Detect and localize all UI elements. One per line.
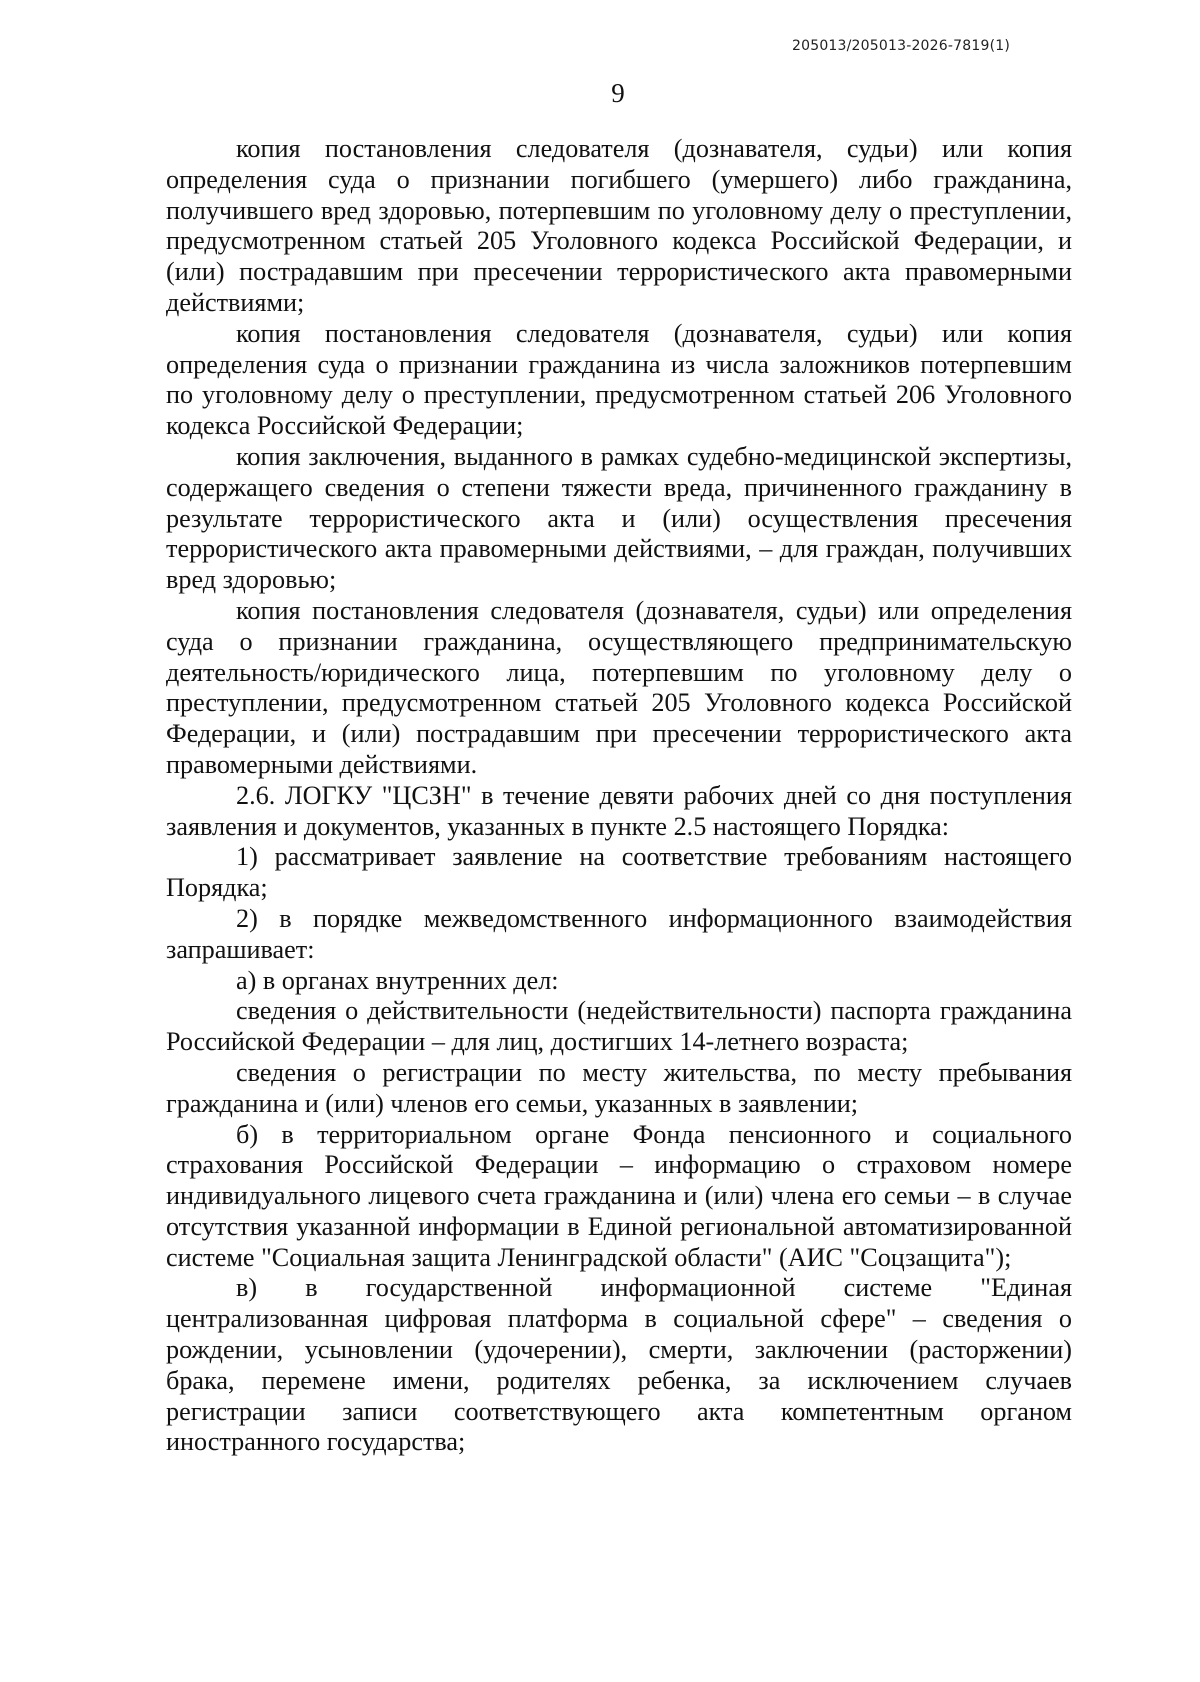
paragraph: копия постановления следователя (дознавателя, судьи) или определения суда о признании гражданина, осуществляющего предпринимательскую деятельность/юридического лица, потерпевшим по уголовному делу о преступлении, предусмотренном статьей 205 Уголовного кодекса Российской Федерации, и (или) пострадавшим при пресечении террористического акта правомерными действиями. [166, 595, 1072, 779]
paragraph: сведения о регистрации по месту жительства, по месту пребывания гражданина и (или) членов его семьи, указанных в заявлении; [166, 1057, 1072, 1118]
paragraph: копия постановления следователя (дознавателя, судьи) или копия определения суда о признании гражданина из числа заложников потерпевшим по уголовному делу о преступлении, предусмотренном статьей 206 Уголовного кодекса Российской Федерации; [166, 318, 1072, 441]
page-number: 9 [611, 78, 625, 108]
paragraph: 1) рассматривает заявление на соответствие требованиям настоящего Порядка; [166, 842, 1072, 903]
paragraph: копия постановления следователя (дознавателя, судьи) или копия определения суда о признании погибшего (умершего) либо гражданина, получившего вред здоровью, потерпевшим по уголовному делу о преступлении, предусмотренном статьей 205 Уголовного кодекса Российской Федерации, и (или) пострадавшим при пресечении террористического акта правомерными действиями; [166, 134, 1072, 317]
paragraph: сведения о действительности (недействительности) паспорта гражданина Российской Федерации – для лиц, достигших 14-летнего возраста; [166, 996, 1072, 1057]
paragraph: 2) в порядке межведомственного информационного взаимодействия запрашивает: [166, 903, 1072, 964]
paragraph: б) в территориальном органе Фонда пенсионного и социального страхования Российской Федерации – информацию о страховом номере индивидуального лицевого счета гражданина и (или) члена его семьи – в случае отсутствия указанной информации в Единой региональной автоматизированной системе "Социальная защита Ленинградской области" (АИС "Соцзащита"); [166, 1119, 1072, 1272]
document-registration-number: 205013/205013-2026-7819(1) [792, 38, 1010, 54]
paragraph: а) в органах внутренних дел: [236, 965, 559, 995]
document-body [166, 134, 1072, 1458]
paragraph: в) в государственной информационной системе "Единая централизованная цифровая платформа в социальной сфере" – сведения о рождении, усыновлении (удочерении), смерти, заключении (расторжении) брака, перемене имени, родителях ребенка, за исключением случаев регистрации записи соответствующего акта компетентным органом иностранного государства; [166, 1273, 1072, 1457]
paragraph: копия заключения, выданного в рамках судебно-медицинской экспертизы, содержащего сведения о степени тяжести вреда, причиненного гражданину в результате террористического акта и (или) осуществления пресечения террористического акта правомерными действиями, – для граждан, получивших вред здоровью; [166, 441, 1072, 595]
paragraph: 2.6. ЛОГКУ "ЦСЗН" в течение девяти рабочих дней со дня поступления заявления и документов, указанных в пункте 2.5 настоящего Порядка: [166, 780, 1072, 841]
